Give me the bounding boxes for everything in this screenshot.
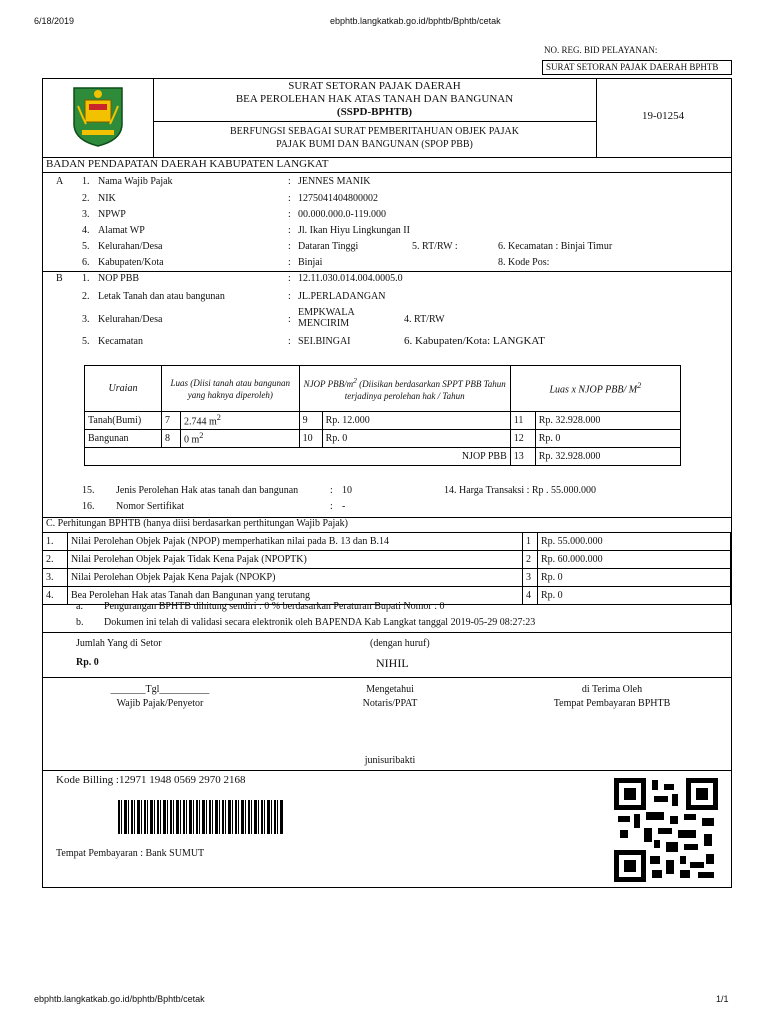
- field-label: Jenis Perolehan Hak atas tanah dan bangunan: [116, 485, 299, 496]
- field-value: JL.PERLADANGAN: [298, 291, 386, 302]
- row-number: 1.: [82, 176, 90, 187]
- cell-luas: 2.744 $m^2$: [181, 412, 300, 430]
- header-uraian: Uraian: [85, 366, 162, 412]
- mengetahui-label: Mengetahui: [366, 684, 414, 695]
- field-value: Binjai: [298, 257, 323, 268]
- subtitle-line-2: PAJAK BUMI DAN BANGUNAN (SPOP PBB): [276, 139, 473, 150]
- subtitle-line-1: BERFUNGSI SEBAGAI SURAT PEMBERITAHUAN OBJEK PAJAK: [230, 126, 519, 137]
- cell-num: 3: [523, 569, 538, 587]
- colon: :: [288, 257, 291, 268]
- cell-num: 9: [299, 412, 322, 430]
- colon: :: [288, 314, 291, 325]
- dengan-huruf-label: (dengan huruf): [370, 638, 430, 649]
- cell-njop: Rp. 12.000: [322, 412, 510, 430]
- cell-num: 8: [162, 430, 181, 448]
- field-value: Dataran Tinggi: [298, 241, 359, 252]
- jumlah-amount: Rp. 0: [76, 657, 99, 668]
- print-url: ebphtb.langkatkab.go.id/bphtb/Bphtb/cetak: [34, 994, 205, 1004]
- cell-label: Nilai Perolehan Objek Pajak Kena Pajak (NPOKP): [68, 569, 523, 587]
- cell-value: Rp. 0: [538, 569, 731, 587]
- note-text: Dokumen ini telah di validasi secara elektronik oleh BAPENDA Kab Langkat tanggal 2019-05-29 08:27:23: [104, 617, 536, 628]
- row-number: 5.: [82, 241, 90, 252]
- row-number: 3.: [82, 209, 90, 220]
- cell-num: 4: [523, 587, 538, 605]
- cell-uraian: Tanah(Bumi): [85, 412, 162, 430]
- table-row: [85, 412, 681, 430]
- table-header-row: [85, 366, 681, 412]
- field-label: Kabupaten/Kota: [98, 257, 164, 268]
- table-row: [43, 533, 731, 551]
- njop-pbb-label: NJOP PBB: [85, 448, 511, 466]
- row-number: 4.: [82, 225, 90, 236]
- cell-no: 3.: [43, 569, 68, 587]
- kecamatan-field: 6. Kecamatan : Binjai Timur: [498, 241, 613, 252]
- field-value: 10: [342, 485, 352, 496]
- title-line-2: BEA PEROLEHAN HAK ATAS TANAH DAN BANGUNAN: [235, 93, 514, 105]
- jumlah-label: Jumlah Yang di Setor: [76, 638, 162, 649]
- field-label: Alamat WP: [98, 225, 145, 236]
- tempat-pembayaran-label: Tempat Pembayaran BPHTB: [553, 698, 671, 709]
- colon: :: [288, 241, 291, 252]
- cell-label: Nilai Perolehan Objek Pajak Tidak Kena Pajak (NPOPTK): [68, 551, 523, 569]
- signature-wp-label: Wajib Pajak/Penyetor: [116, 698, 204, 709]
- doc-subtitle: [153, 125, 596, 151]
- billing-code: Kode Billing :12971 1948 0569 2970 2168: [56, 774, 246, 786]
- diterima-label: di Terima Oleh: [581, 684, 643, 695]
- cell-uraian: Bangunan: [85, 430, 162, 448]
- section-c-title: C. Perhitungan BPHTB (hanya diisi berdasarkan perthitungan Wajib Pajak): [46, 518, 349, 529]
- cell-total: Rp. 0: [535, 430, 680, 448]
- field-value: 1275041404800002: [298, 193, 378, 204]
- field-label: Nomor Sertifikat: [116, 501, 185, 512]
- field-label: NPWP: [98, 209, 126, 220]
- print-page-number: 1/1: [716, 994, 729, 1004]
- kode-pos-field: 8. Kode Pos:: [498, 257, 550, 268]
- cell-no: 2.: [43, 551, 68, 569]
- header-njop: NJOP PBB/$m^2$ (Diisikan berdasarkan SPPT PBB Tahun terjadinya perolehan hak / Tahun: [299, 366, 510, 412]
- langkat-emblem-logo: [70, 84, 126, 148]
- row-number: 6.: [82, 257, 90, 268]
- section-b-letter: B: [56, 273, 63, 284]
- colon: :: [330, 485, 333, 496]
- cell-num: 2: [523, 551, 538, 569]
- cell-no: 1.: [43, 533, 68, 551]
- reg-label: NO. REG. BID PELAYANAN:: [544, 45, 658, 55]
- ppat-name: junisuribakti: [364, 755, 416, 766]
- title-line-1: SURAT SETORAN PAJAK DAERAH: [288, 80, 461, 92]
- field-value: SEI.BINGAI: [298, 336, 351, 347]
- field-value: 00.000.000.0-119.000: [298, 209, 386, 220]
- colon: :: [288, 336, 291, 347]
- field-label: Kecamatan: [98, 336, 143, 347]
- cell-label: Bea Perolehan Hak atas Tanah dan Bangunan yang terutang: [68, 587, 523, 605]
- field-value: 12.11.030.014.004.0005.0: [298, 273, 403, 284]
- cell-num: 13: [510, 448, 535, 466]
- notaris-label: Notaris/PPAT: [362, 698, 418, 709]
- rt-rw-label: 5. RT/RW :: [412, 241, 458, 252]
- note-letter: b.: [76, 617, 84, 628]
- billing-barcode: [118, 800, 284, 834]
- cell-value: Rp. 55.000.000: [538, 533, 731, 551]
- row-number: 2.: [82, 193, 90, 204]
- cell-num: 12: [510, 430, 535, 448]
- rt-rw-label: 4. RT/RW: [404, 314, 445, 325]
- row-number: 15.: [82, 485, 95, 496]
- section-a-letter: A: [56, 176, 64, 187]
- field-label: Letak Tanah dan atau bangunan: [98, 291, 225, 302]
- colon: :: [288, 193, 291, 204]
- reg-value: SURAT SETORAN PAJAK DAERAH BPHTB: [546, 62, 719, 72]
- doc-number: 19-01254: [642, 110, 685, 122]
- cell-num: 7: [162, 412, 181, 430]
- table-row: [85, 430, 681, 448]
- table-row: [43, 569, 731, 587]
- field-label: Nama Wajib Pajak: [98, 176, 173, 187]
- cell-total: Rp. 32.928.000: [535, 448, 680, 466]
- print-date: 6/18/2019: [34, 16, 75, 26]
- validation-qr-code: [614, 778, 718, 882]
- colon: :: [288, 176, 291, 187]
- cell-num: 1: [523, 533, 538, 551]
- harga-transaksi: 14. Harga Transaksi : Rp . 55.000.000: [444, 485, 597, 496]
- kabupaten-field: 6. Kabupaten/Kota: LANGKAT: [404, 335, 545, 347]
- note-letter: a.: [76, 601, 83, 612]
- colon: :: [288, 291, 291, 302]
- print-page-title: ebphtb.langkatkab.go.id/bphtb/Bphtb/cetak: [330, 16, 501, 26]
- cell-luas: 0 $m^2$: [181, 430, 300, 448]
- bphtb-calculation-table: [42, 532, 731, 605]
- signature-date: _______Tgl__________: [110, 684, 210, 695]
- colon: :: [330, 501, 333, 512]
- reg-value-box: [542, 60, 732, 75]
- row-number: 2.: [82, 291, 90, 302]
- cell-label: Nilai Perolehan Objek Pajak (NPOP) memperhatikan nilai pada B. 13 dan B.14: [68, 533, 523, 551]
- cell-no: 4.: [43, 587, 68, 605]
- field-label: NIK: [98, 193, 116, 204]
- cell-num: 10: [299, 430, 322, 448]
- row-number: 3.: [82, 314, 90, 325]
- field-label: Kelurahan/Desa: [98, 314, 163, 325]
- field-value: Jl. Ikan Hiyu Lingkungan II: [298, 225, 410, 236]
- table-row-njop-total: [85, 448, 681, 466]
- colon: :: [288, 273, 291, 284]
- agency-name: BADAN PENDAPATAN DAERAH KABUPATEN LANGKAT: [46, 158, 329, 170]
- field-value: JENNES MANIK: [298, 176, 371, 187]
- title-line-3: (SSPD-BPHTB): [336, 106, 413, 118]
- table-row: [43, 551, 731, 569]
- header-luas: Luas (Diisi tanah atau bangunan yang haknya diperoleh): [162, 366, 300, 412]
- field-value: -: [342, 501, 346, 512]
- row-number: 1.: [82, 273, 90, 284]
- cell-value: Rp. 0: [538, 587, 731, 605]
- colon: :: [288, 225, 291, 236]
- row-number: 16.: [82, 501, 95, 512]
- header-total: Luas x NJOP PBB/ $M^2$: [510, 366, 680, 412]
- field-value: EMPKWALA MENCIRIM: [298, 307, 355, 329]
- row-number: 5.: [82, 336, 90, 347]
- payment-place: Tempat Pembayaran : Bank SUMUT: [56, 848, 205, 859]
- field-label: NOP PBB: [98, 273, 140, 284]
- cell-value: Rp. 60.000.000: [538, 551, 731, 569]
- amount-in-words: NIHIL: [376, 656, 409, 670]
- cell-njop: Rp. 0: [322, 430, 510, 448]
- cell-total: Rp. 32.928.000: [535, 412, 680, 430]
- form-frame: [42, 78, 732, 888]
- njop-table: [84, 365, 681, 466]
- doc-title: [153, 80, 596, 119]
- note-text: Pengurangan BPHTB dihitung sendiri : 0 % berdasarkan Peraturan Bupati Nomor : 0: [104, 601, 445, 612]
- field-label: Kelurahan/Desa: [98, 241, 163, 252]
- cell-num: 11: [510, 412, 535, 430]
- colon: :: [288, 209, 291, 220]
